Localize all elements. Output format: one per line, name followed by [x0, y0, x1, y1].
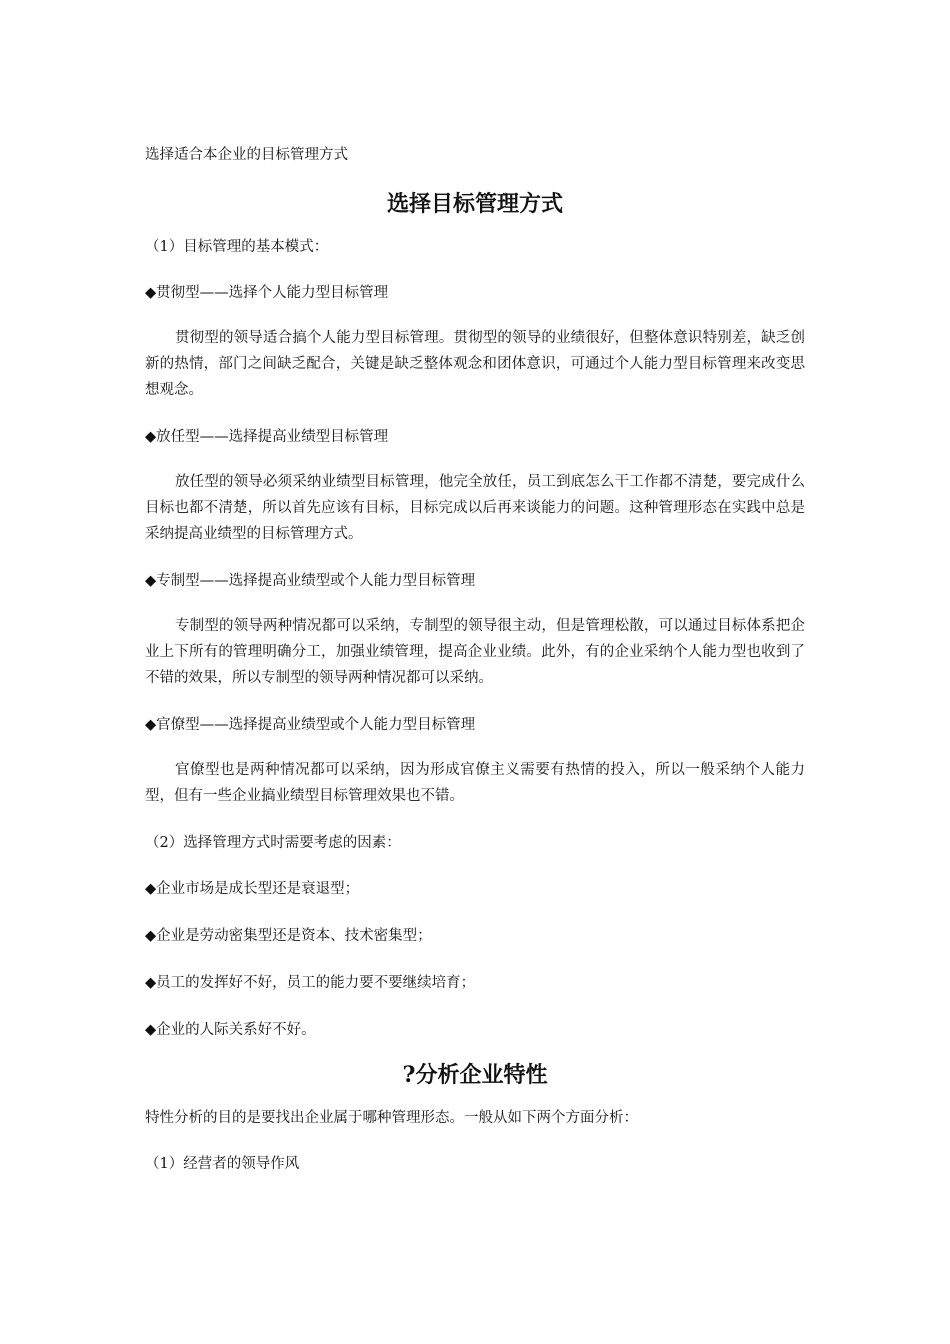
subheading-factors: （2）选择管理方式时需要考虑的因素：: [145, 835, 401, 851]
factor-item: ◆企业的人际关系好不好。: [145, 1022, 316, 1038]
document-page: [145, 145, 805, 1174]
mode-heading-guanche: ◆贯彻型——选择个人能力型目标管理: [145, 285, 389, 301]
mode-body-fangren: 放任型的领导必须采纳业绩型目标管理，他完全放任，员工到底怎么干工作都不清楚，要完成什么目标也都不清楚，所以首先应该有目标，目标完成以后再来谈能力的问题。这种管理形态在实践中总是采纳提高业绩型的目标管理方式。: [145, 474, 805, 542]
section-heading-analyze: ?分析企业特性: [402, 1062, 548, 1088]
subheading-leadership-style: （1）经营者的领导作风: [145, 1156, 300, 1172]
analysis-intro: 特性分析的目的是要找出企业属于哪种管理形态。一般从如下两个方面分析：: [145, 1110, 638, 1126]
mode-body-guanliao: 官僚型也是两种情况都可以采纳，因为形成官僚主义需要有热情的投入，所以一般采纳个人能力型，但有一些企业搞业绩型目标管理效果也不错。: [145, 762, 805, 804]
subheading-basic-modes: （1）目标管理的基本模式：: [145, 239, 329, 255]
mode-heading-zhuanzhi: ◆专制型——选择提高业绩型或个人能力型目标管理: [145, 573, 476, 589]
factor-item: ◆企业市场是成长型还是衰退型；: [145, 881, 360, 897]
mode-heading-guanliao: ◆官僚型——选择提高业绩型或个人能力型目标管理: [145, 717, 476, 733]
document-title: 选择适合本企业的目标管理方式: [145, 147, 348, 163]
section-heading-select-mode: 选择目标管理方式: [386, 191, 563, 217]
mode-body-zhuanzhi: 专制型的领导两种情况都可以采纳，专制型的领导很主动，但是管理松散，可以通过目标体系把企业上下所有的管理明确分工，加强业绩管理，提高企业业绩。此外，有的企业采纳个人能力型也收到了不错的效果，所以专制型的领导两种情况都可以采纳。: [145, 618, 805, 686]
mode-body-guanche: 贯彻型的领导适合搞个人能力型目标管理。贯彻型的领导的业绩很好，但整体意识特别差，缺乏创新的热情，部门之间缺乏配合，关键是缺乏整体观念和团体意识，可通过个人能力型目标管理来改变思想观念。: [145, 330, 805, 398]
mode-heading-fangren: ◆放任型——选择提高业绩型目标管理: [145, 429, 389, 445]
factor-item: ◆企业是劳动密集型还是资本、技术密集型；: [145, 928, 432, 944]
factor-item: ◆员工的发挥好不好，员工的能力要不要继续培育；: [145, 975, 476, 991]
